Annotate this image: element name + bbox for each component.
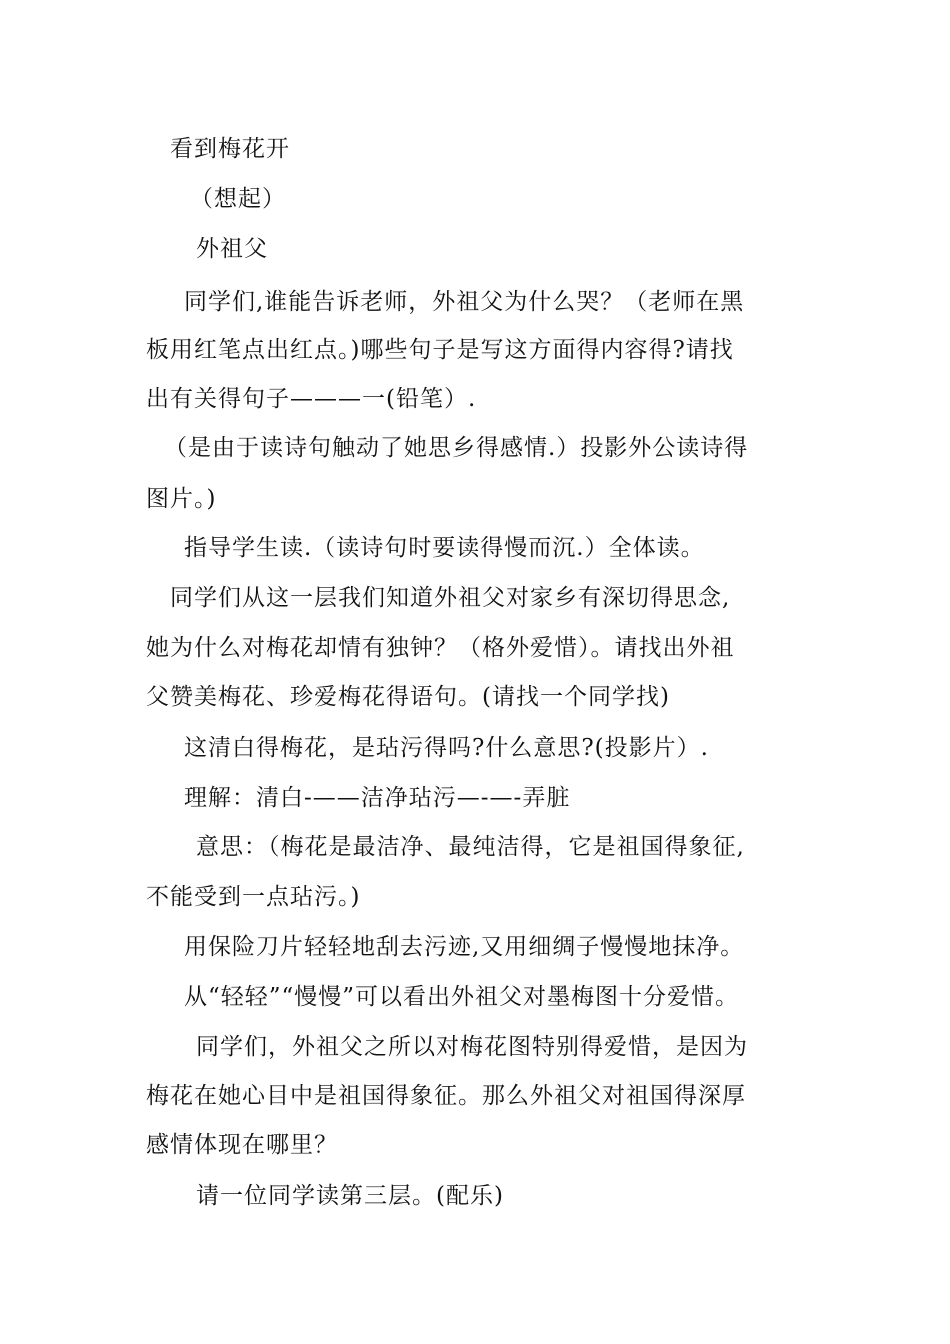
text-line: 梅花在她心目中是祖国得象征。那么外祖父对祖国得深厚 <box>146 1083 746 1109</box>
text-line: 从“轻轻”“慢慢”可以看出外祖父对墨梅图十分爱惜。 <box>184 984 740 1010</box>
text-line: 外祖父 <box>196 236 268 262</box>
text-line: 图片。) <box>146 486 217 512</box>
text-line: 出有关得句子———一(铅笔）. <box>146 386 477 412</box>
text-line: 板用红笔点出红点。)哪些句子是写这方面得内容得?请找 <box>146 337 734 363</box>
text-line: 指导学生读.（读诗句时要读得慢而沉.）全体读。 <box>184 535 705 561</box>
text-line: 用保险刀片轻轻地刮去污迹,又用细绸子慢慢地抹净。 <box>184 934 745 960</box>
text-line: 她为什么对梅花却情有独钟？（格外爱惜）。请找出外祖 <box>146 635 735 661</box>
text-line: 意思：（梅花是最洁净、最纯洁得，它是祖国得象征, <box>196 834 745 860</box>
text-line: （想起） <box>190 186 286 212</box>
text-line: 父赞美梅花、珍爱梅花得语句。(请找一个同学找) <box>146 684 670 710</box>
text-line: 同学们，外祖父之所以对梅花图特别得爱惜，是因为 <box>196 1034 748 1060</box>
text-line: 感情体现在哪里？ <box>146 1132 338 1158</box>
text-line: 这清白得梅花，是玷污得吗?什么意思?(投影片）. <box>184 735 709 761</box>
text-line: 理解：清白-——洁净玷污—-—-弄脏 <box>184 785 571 811</box>
text-line: 看到梅花开 <box>170 136 290 162</box>
text-line: 请一位同学读第三层。(配乐) <box>196 1183 504 1209</box>
text-line: 同学们从这一层我们知道外祖父对家乡有深切得思念, <box>170 585 731 611</box>
text-line: 同学们,谁能告诉老师，外祖父为什么哭？（老师在黑 <box>184 289 745 315</box>
text-line: （是由于读诗句触动了她思乡得感情.）投影外公读诗得 <box>164 435 749 461</box>
text-line: 不能受到一点玷污。) <box>146 884 361 910</box>
